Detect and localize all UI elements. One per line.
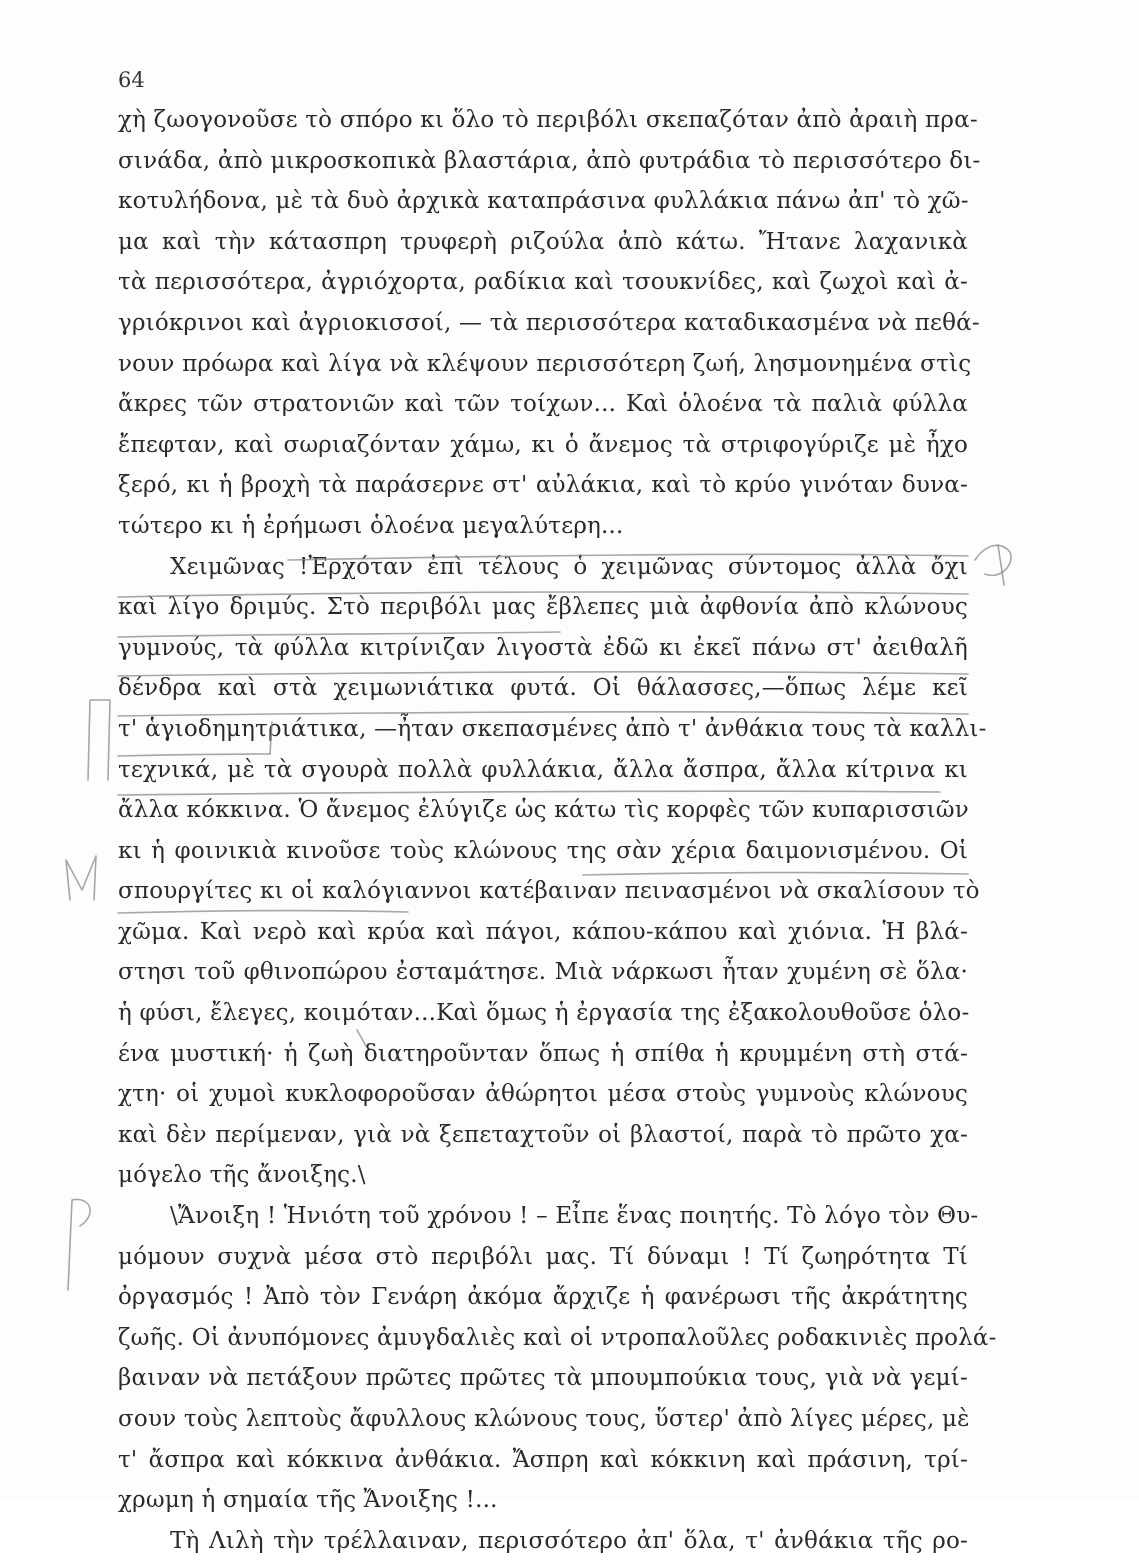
text-line: τεχνικά, μὲ τὰ σγουρὰ πολλὰ φυλλάκια, ἄλλα ἄσπρα, ἄλλα κίτρινα κι (118, 756, 968, 783)
text-line: βαιναν νὰ πετάξουν πρῶτες πρῶτες τὰ μπουμπούκια τους, γιὰ νὰ γεμί- (118, 1365, 968, 1392)
text-line: ζωῆς. Οἱ ἀνυπόμονες ἀμυγδαλιὲς καὶ οἱ ντροπαλοῦλες ροδακινιὲς προλά- (118, 1324, 997, 1351)
text-line: χρωμη ἡ σημαία τῆς Ἄνοιξης !... (118, 1487, 498, 1514)
text-line: τ' ἁγιοδημητριάτικα, —ἦταν σκεπασμένες ἀπὸ τ' ἀνθάκια τους τὰ καλλι- (118, 715, 987, 742)
text-line: μόγελο τῆς ἄνοιξης.\ (118, 1162, 366, 1189)
text-line: μόμουν συχνὰ μέσα στὸ περιβόλι μας. Τί δύναμι ! Τί ζωηρότητα Τί (118, 1243, 968, 1270)
pencil-margin-mark (68, 1199, 90, 1290)
text-line: μα καὶ τὴν κάτασπρη τρυφερὴ ριζούλα ἀπὸ κάτω. Ἤτανε λαχανικὰ (118, 228, 968, 255)
text-line: ξερό, κι ἡ βροχὴ τὰ παράσερνε στ' αὐλάκια, καὶ τὸ κρύο γινόταν δυνα- (118, 472, 968, 499)
pencil-margin-mark (998, 545, 1004, 585)
text-line: σινάδα, ἀπὸ μικροσκοπικὰ βλαστάρια, ἀπὸ φυτράδια τὸ περισσότερο δι- (118, 147, 981, 174)
text-line: ἔπεφταν, καὶ σωριαζόνταν χάμω, κι ὁ ἄνεμος τὰ στριφογύριζε μὲ ἦχο (118, 431, 968, 458)
text-line: ὀργασμός ! Ἀπὸ τὸν Γενάρη ἀκόμα ἄρχιζε ἡ φανέρωσι τῆς ἀκράτητης (118, 1284, 968, 1311)
text-line: χὴ ζωογονοῦσε τὸ σπόρο κι ὅλο τὸ περιβόλι σκεπαζόταν ἀπὸ ἀραιὴ πρα- (118, 107, 978, 133)
text-line: ἡ φύσι, ἔλεγες, κοιμόταν...Καὶ ὅμως ἡ ἐργασία της ἐξακολουθοῦσε ὁλο- (118, 1000, 970, 1027)
page-number: 64 (118, 68, 145, 92)
pencil-margin-mark (88, 700, 110, 780)
text-line: χτη· οἱ χυμοὶ κυκλοφοροῦσαν ἀθώρητοι μέσα στοὺς γυμνοὺς κλώνους (118, 1081, 968, 1108)
text-line: ένα μυστική· ἡ ζωὴ διατηροῦνταν ὅπως ἡ σπίθα ἡ κρυμμένη στὴ στά- (118, 1040, 968, 1067)
text-line: τ' ἄσπρα καὶ κόκκινα ἀνθάκια. Ἄσπρη καὶ κόκκινη καὶ πράσινη, τρί- (118, 1446, 968, 1473)
text-line: ἄλλα κόκκινα. Ὁ ἄνεμος ἐλύγιζε ὡς κάτω τὶς κορφὲς τῶν κυπαρισσιῶν (118, 797, 969, 824)
text-line: κι ἡ φοινικιὰ κινοῦσε τοὺς κλώνους της σὰν χέρια δαιμονισμένου. Οἱ (118, 837, 968, 864)
text-line: Τὴ Λιλὴ τὴν τρέλλαιναν, περισσότερο ἀπ' ὅλα, τ' ἀνθάκια τῆς ρο- (170, 1527, 968, 1554)
text-line: καὶ λίγο δριμύς. Στὸ περιβόλι μας ἔβλεπες μιὰ ἀφθονία ἀπὸ κλώνους (118, 594, 968, 621)
text-line: σουν τοὺς λεπτοὺς ἄφυλλους κλώνους τους, ὕστερ' ἀπὸ λίγες μέρες, μὲ (118, 1406, 970, 1432)
text-line: κοτυλήδονα, μὲ τὰ δυὸ ἀρχικὰ καταπράσινα φυλλάκια πάνω ἀπ' τὸ χῶ- (118, 188, 969, 215)
body-text (118, 100, 997, 1561)
text-line: δένδρα καὶ στὰ χειμωνιάτικα φυτά. Οἱ θάλασσες,—ὅπως λέμε κεῖ (118, 675, 968, 702)
text-line: νουν πρόωρα καὶ λίγα νὰ κλέψουν περισσότερη ζωή, λησμονημένα στὶς (118, 350, 972, 377)
text-line: Χειμῶνας !Ἐρχόταν ἐπὶ τέλους ὁ χειμῶνας σύντομος ἀλλὰ ὄχι (170, 553, 968, 580)
text-line: καὶ δὲν περίμεναν, γιὰ νὰ ξεπεταχτοῦν οἱ βλαστοί, παρὰ τὸ πρῶτο χα- (118, 1121, 968, 1148)
text-line: ἄκρες τῶν στρατονιῶν καὶ τῶν τοίχων... Καὶ ὁλοένα τὰ παλιὰ φύλλα (118, 391, 968, 418)
text-line: \Ἄνοιξη ! Ἡνιότη τοῦ χρόνου ! – Εἶπε ἕνας ποιητής. Τὸ λόγο τὸν Θυ- (170, 1203, 979, 1230)
pencil-margin-mark (66, 856, 96, 900)
text-line: χῶμα. Καὶ νερὸ καὶ κρύα καὶ πάγοι, κάπου-κάπου καὶ χιόνια. Ἡ βλά- (118, 918, 968, 945)
text-line: στησι τοῦ φθινοπώρου ἐσταμάτησε. Μιὰ νάρκωσι ἦταν χυμένη σὲ ὅλα· (118, 959, 968, 986)
pencil-margin-mark (975, 545, 1011, 575)
text-line: γριόκρινοι καὶ ἀγριοκισσοί, — τὰ περισσότερα καταδικασμένα νὰ πεθά- (118, 309, 980, 336)
text-line: γυμνούς, τὰ φύλλα κιτρίνιζαν λιγοστὰ ἐδῶ κι ἐκεῖ πάνω στ' ἀειθαλῆ (118, 634, 968, 661)
text-line: τὰ περισσότερα, ἀγριόχορτα, ραδίκια καὶ τσουκνίδες, καὶ ζωχοὶ καὶ ἀ- (118, 269, 968, 296)
text-line: σπουργίτες κι οἱ καλόγιαννοι κατέβαιναν πεινασμένοι νὰ σκαλίσουν τὸ (118, 878, 980, 905)
text-line: τώτερο κι ἡ ἐρήμωσι ὁλοένα μεγαλύτερη... (118, 512, 624, 539)
